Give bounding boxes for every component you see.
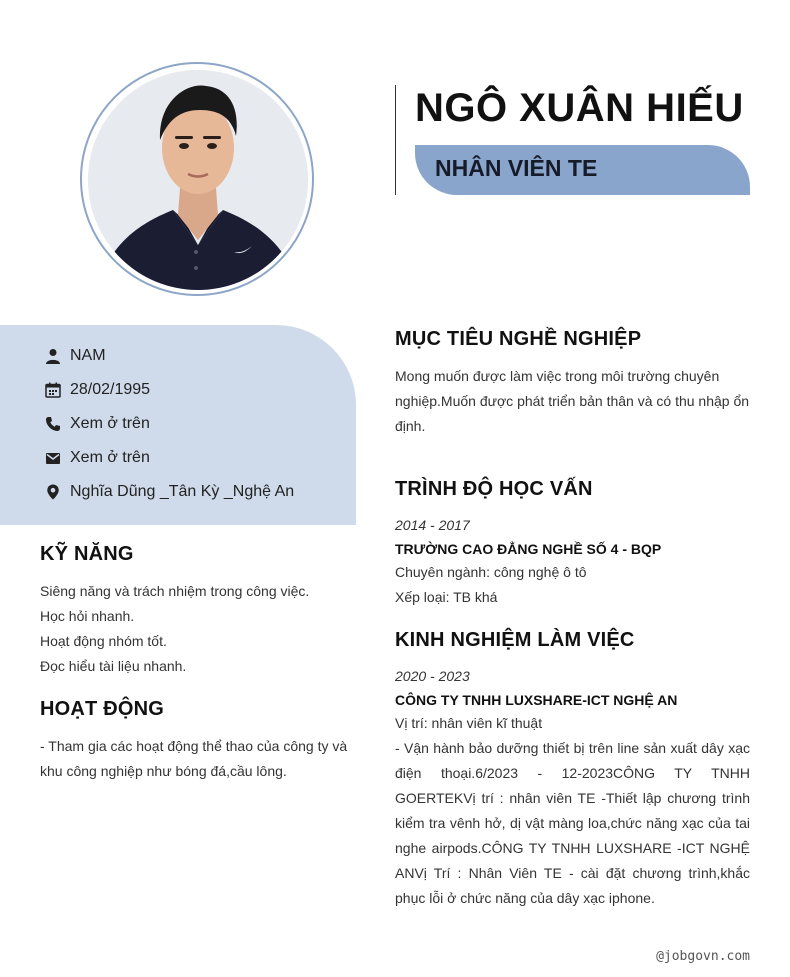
experience-company: CÔNG TY TNHH LUXSHARE-ICT NGHỆ AN xyxy=(395,692,678,708)
experience-period: 2020 - 2023 xyxy=(395,668,470,684)
contact-phone-text: Xem ở trên xyxy=(70,415,150,432)
contact-address xyxy=(44,480,294,504)
person-icon xyxy=(44,347,62,365)
education-period: 2014 - 2017 xyxy=(395,517,470,533)
header-divider xyxy=(395,85,396,195)
mail-icon xyxy=(44,449,62,467)
education-grade: Xếp loại: TB khá xyxy=(395,589,498,605)
skill-item: Đọc hiểu tài liệu nhanh. xyxy=(40,658,187,674)
experience-description: - Vận hành bảo dưỡng thiết bị trên line sản xuất dây xạc điện thoại.6/2023 - 12-2023CÔNG TY TNHH GOERTEKVị trí : nhân viên TE -Thiết lập chương trình kiểm tra vênh hở, dị vật màng loa,chức năng xạc của tai nghe airpods.CÔNG TY TNHH LUXSHARE -ICT NGHỆ ANVị Trí : Nhân Viên TE - cài đặt chương trình,khắc phục lỗi ở chức năng của dây xạc iphone. xyxy=(395,740,750,906)
skill-item: Hoạt động nhóm tốt. xyxy=(40,633,167,649)
contact-email xyxy=(44,446,150,470)
contact-phone xyxy=(44,412,150,436)
location-pin-icon xyxy=(44,483,62,501)
phone-icon xyxy=(44,415,62,433)
candidate-name: NGÔ XUÂN HIẾU xyxy=(415,86,744,130)
skills-heading: KỸ NĂNG xyxy=(40,543,134,565)
contact-address-text: Nghĩa Dũng _Tân Kỳ _Nghệ An xyxy=(70,483,295,500)
skills-list xyxy=(40,579,356,679)
education-school: TRƯỜNG CAO ĐẲNG NGHỀ SỐ 4 - BQP xyxy=(395,541,662,557)
experience-heading: KINH NGHIỆM LÀM VIỆC xyxy=(395,629,635,651)
experience-position: Vị trí: nhân viên kĩ thuật xyxy=(395,715,543,731)
contact-gender-text: NAM xyxy=(70,347,106,364)
objective-heading: MỤC TIÊU NGHỀ NGHIỆP xyxy=(395,328,642,350)
calendar-icon xyxy=(44,381,62,399)
avatar-portrait xyxy=(88,70,308,290)
skill-item: Học hỏi nhanh. xyxy=(40,608,135,624)
avatar xyxy=(88,70,308,290)
contact-birthdate xyxy=(44,378,150,402)
education-heading: TRÌNH ĐỘ HỌC VẤN xyxy=(395,478,593,500)
job-title: NHÂN VIÊN TE xyxy=(435,155,598,181)
contact-birthdate-text: 28/02/1995 xyxy=(70,381,151,398)
contact-email-text: Xem ở trên xyxy=(70,449,150,466)
objective-text: Mong muốn được làm việc trong môi trường chuyên nghiệp.Muốn được phát triển bản thân và có thu nhập ổn định. xyxy=(395,368,750,434)
activities-text: - Tham gia các hoạt động thể thao của công ty và khu công nghiệp như bóng đá,cầu lông. xyxy=(40,738,348,779)
skill-item: Siêng năng và trách nhiệm trong công việc. xyxy=(40,583,310,599)
activities-heading: HOẠT ĐỘNG xyxy=(40,698,165,720)
contact-gender xyxy=(44,344,106,368)
education-major: Chuyên ngành: công nghệ ô tô xyxy=(395,564,587,580)
watermark: @jobgovn.com xyxy=(656,949,750,964)
